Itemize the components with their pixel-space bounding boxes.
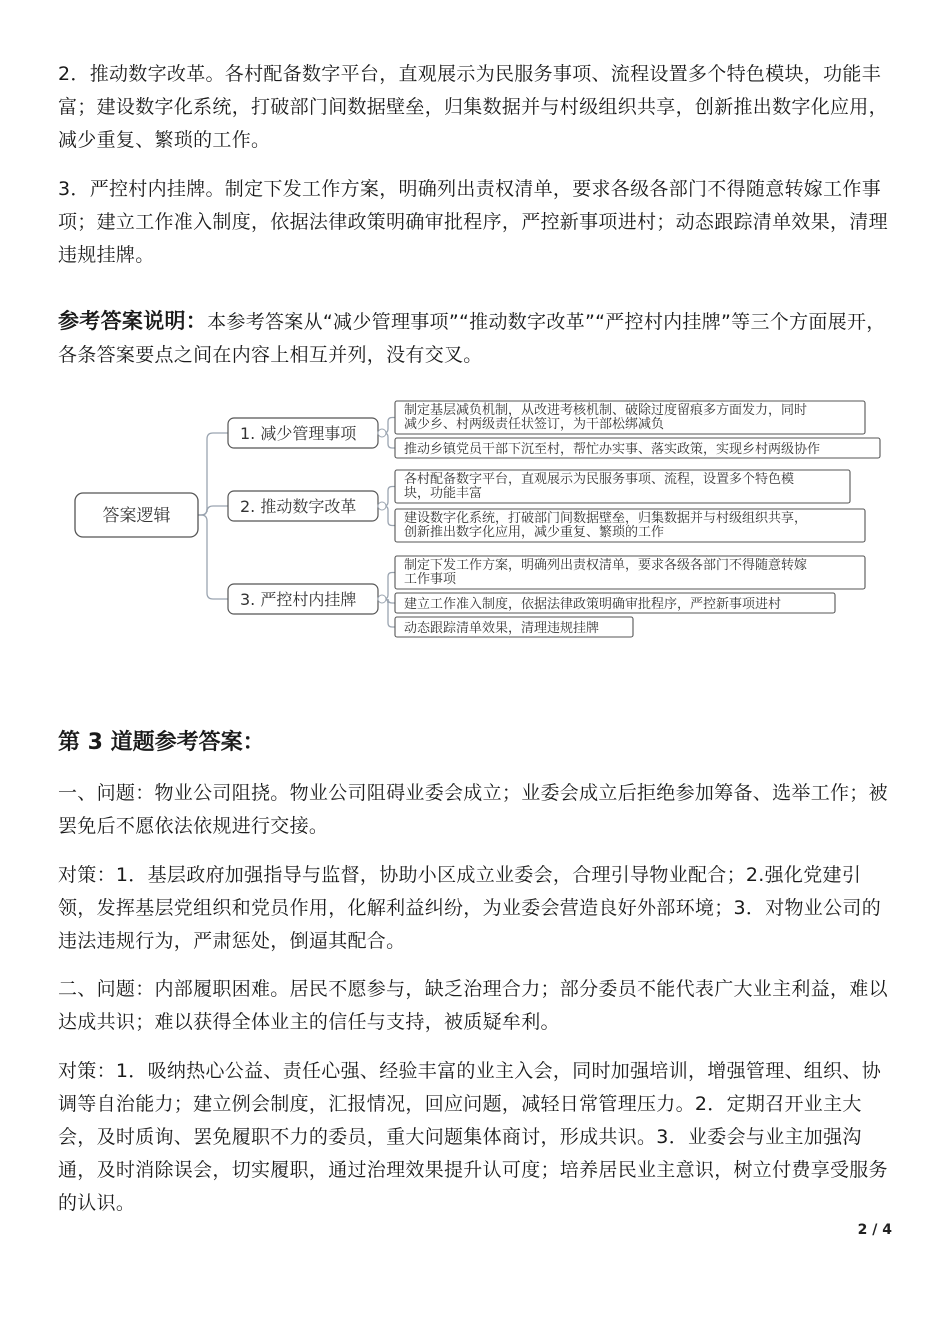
mindmap-connector [384, 573, 395, 600]
paragraph-digital-reform: 2．推动数字改革。各村配备数字平台，直观展示为民服务事项、流程设置多个特色模块，功能丰富；建设数字化系统，打破部门间数据壁垒，归集数据并与村级组织共享，创新推出数字化应用，减少重复、繁琐的工作。 [58, 63, 888, 151]
mindmap-leaf-text: 工作事项 [404, 572, 457, 587]
answer-note-text: 本参考答案从“减少管理事项”“推动数字改革”“严控村内挂牌”等三个方面展开，各条答案要点之间在内容上相互并列，没有交叉。 [58, 311, 886, 366]
mindmap-leaf-text: 动态跟踪清单效果，清理违规挂牌 [404, 621, 600, 636]
mindmap-leaf-text: 建立工作准入制度，依据法律政策明确审批程序，严控新事项进村 [404, 597, 782, 612]
mindmap-connector [198, 433, 228, 515]
problem-2-text: 二、问题：内部履职困难。居民不愿参与，缺乏治理合力；部分委员不能代表广大业主利益，难以达成共识；难以获得全体业主的信任与支持，被质疑牟利。 [58, 978, 888, 1033]
mindmap-leaf-text: 制定下发工作方案，明确列出责权清单，要求各级各部门不得随意转嫁 [404, 558, 808, 573]
page-number: 2 / 4 [857, 1222, 892, 1238]
mindmap-branch-label: 3. 严控村内挂牌 [240, 590, 357, 609]
mindmap-leaf-text: 制定基层减负机制，从改进考核机制、破除过度留痕多方面发力，同时 [404, 403, 808, 418]
collapse-toggle-icon [378, 595, 386, 603]
measure-1-text: 对策：1．基层政府加强指导与监督，协助小区成立业委会，合理引导物业配合；2.强化党建引领，发挥基层党组织和党员作用，化解利益纠纷，为业委会营造良好外部环境；3．对物业公司的违法违规行为，严肃惩处，倒逼其配合。 [58, 864, 881, 952]
collapse-toggle-icon [378, 502, 386, 510]
problem-1-text: 一、问题：物业公司阻挠。物业公司阻碍业委会成立；业委会成立后拒绝参加筹备、选举工作；被罢免后不愿依法依规进行交接。 [58, 782, 888, 837]
measure-2-text: 对策：1．吸纳热心公益、责任心强、经验丰富的业主入会，同时加强培训，增强管理、组织、协调等自治能力；建立例会制度，汇报情况，回应问题，减轻日常管理压力。2．定期召开业主大会，及时质询、罢免履职不力的委员，重大问题集体商讨，形成共识。3．业委会与业主加强沟通，及时消除误会，切实履职，通过治理效果提升认可度；培养居民业主意识，树立付费享受服务的认识。 [58, 1060, 888, 1214]
mindmap-leaf-text: 块，功能丰富 [404, 486, 483, 501]
mindmap-root-label: 答案逻辑 [102, 506, 171, 526]
question-3-heading: 第 3 道题参考答案： [58, 730, 265, 755]
mindmap-connector [198, 515, 228, 599]
mindmap-branch-label: 1. 减少管理事项 [240, 424, 357, 443]
paragraph-village-signage: 3．严控村内挂牌。制定下发工作方案，明确列出责权清单，要求各级各部门不得随意转嫁工作事项；建立工作准入制度，依据法律政策明确审批程序，严控新事项进村；动态跟踪清单效果，清理违规挂牌。 [58, 178, 888, 266]
mindmap-branch-label: 2. 推动数字改革 [240, 497, 357, 516]
collapse-toggle-icon [378, 429, 386, 437]
mindmap-leaf-text: 建设数字化系统，打破部门间数据壁垒，归集数据并与村级组织共享， [404, 511, 808, 526]
answer-note-label: 参考答案说明： [58, 309, 208, 333]
mindmap-leaf-text: 减少乡、村两级责任状签订，为干部松绑减负 [404, 417, 665, 432]
mindmap-connector [384, 506, 395, 526]
mindmap-leaf-text: 各村配备数字平台，直观展示为民服务事项、流程，设置多个特色模 [404, 472, 795, 487]
mindmap-leaf-text: 推动乡镇党员干部下沉至村，帮忙办实事、落实政策，实现乡村两级协作 [404, 442, 821, 457]
mindmap-leaf-text: 创新推出数字化应用，减少重复、繁琐的工作 [404, 525, 665, 540]
mindmap-connector [384, 487, 395, 507]
mindmap-connector [198, 506, 228, 515]
